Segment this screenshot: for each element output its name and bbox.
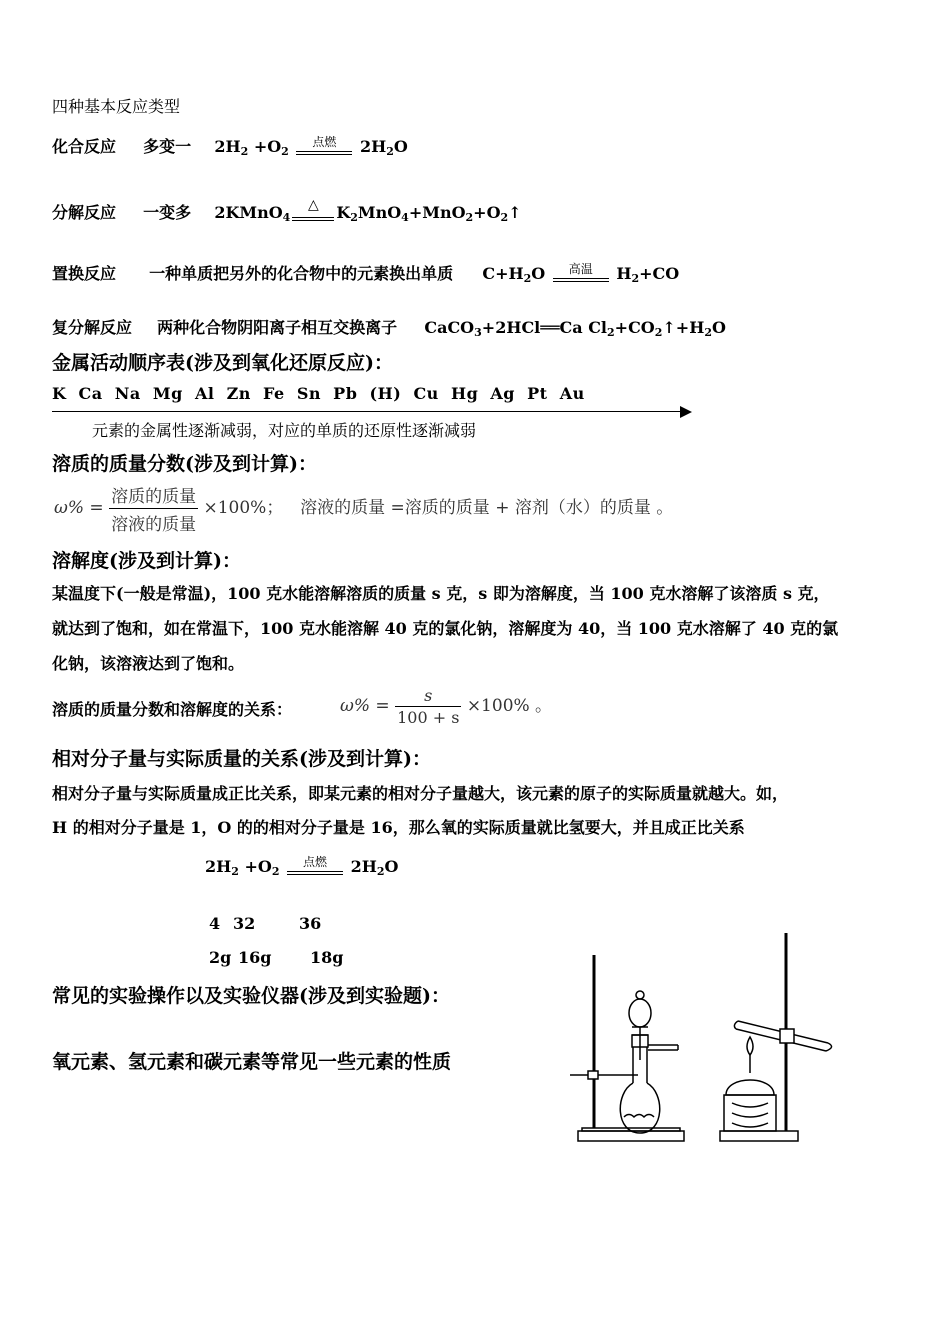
relation-fraction: [395, 686, 461, 727]
combination-condition: 点燃: [296, 139, 352, 157]
decomposition-name: 分解反应: [52, 203, 117, 222]
solubility-heading: 溶解度(涉及到计算)：: [52, 550, 241, 572]
decomposition-row: [52, 196, 522, 224]
solubility-line1: 某温度下(一般是常温)，100 克水能溶解溶质的质量 s 克，s 即为溶解度，当 100 克水溶解了该溶质 s 克，: [52, 584, 830, 603]
double-decomposition-row: [52, 315, 726, 338]
relation-formula: [340, 686, 552, 727]
molecular-line1: 相对分子量与实际质量成正比关系，即某元素的相对分子量越大，该元素的原子的实际质量就越大。如，: [52, 784, 789, 803]
relation-denominator: 100 + s: [397, 708, 460, 727]
displacement-row: [52, 261, 679, 284]
relation-label: 溶质的质量分数和溶解度的关系：: [52, 700, 293, 719]
mass-fraction-fraction: [109, 482, 198, 535]
reactions-heading: 四种基本反应类型: [52, 97, 181, 116]
mass-fraction-lhs: ω% =: [54, 498, 104, 518]
relation-numerator: s: [395, 686, 461, 707]
mass-fraction-heading: 溶质的质量分数(涉及到计算)：: [52, 453, 317, 475]
combination-product: $2H_2O$: [359, 137, 408, 158]
double-decomposition-name: 复分解反应: [52, 318, 133, 337]
double-decomposition-desc: 两种化合物阴阳离子相互交换离子: [157, 318, 398, 337]
ratio-row2-b: 16g: [238, 948, 272, 967]
molecular-heading: 相对分子量与实际质量的关系(涉及到计算)：: [52, 748, 431, 770]
ratio-row1-b: 32: [233, 914, 256, 933]
ratio-row2-a: 2g: [209, 948, 232, 967]
displacement-name: 置换反应: [52, 264, 117, 283]
lab-apparatus-illustration: [560, 925, 850, 1150]
solubility-line2: 就达到了饱和，如在常温下，100 克水能溶解 40 克的氯化钠，溶解度为 40，当 100 克水溶解了 40 克的氯: [52, 619, 839, 638]
molecular-equation: [205, 854, 399, 878]
solubility-line3: 化钠，该溶液达到了饱和。: [52, 654, 245, 673]
activity-arrow-line: [52, 411, 680, 412]
molecular-line2: H 的相对分子量是 1，O 的的相对分子量是 16，那么氧的实际质量就比氢要大，并且成正比关系: [52, 818, 745, 837]
combination-equation: $2H_2 +O_2$: [214, 137, 289, 158]
displacement-condition: 高温: [553, 266, 609, 284]
relation-lhs: ω% =: [340, 696, 390, 716]
mass-fraction-numerator: 溶质的质量: [109, 482, 198, 509]
molecular-product: $2H_2O$: [350, 857, 399, 878]
mass-fraction-denominator: 溶液的质量: [111, 515, 197, 535]
ratio-row1-a: 4: [209, 914, 221, 933]
combination-name: 化合反应: [52, 137, 117, 156]
decomposition-desc: 一变多: [143, 203, 192, 222]
test-tube-heating-apparatus: [720, 933, 832, 1141]
mass-fraction-times: ×100%；: [203, 498, 284, 518]
activity-note: 元素的金属性逐渐减弱，对应的单质的还原性逐渐减弱: [92, 421, 477, 440]
combination-desc: 多变一: [143, 137, 192, 156]
arrow-right-icon: [680, 406, 692, 418]
activity-series: K Ca Na Mg Al Zn Fe Sn Pb (H) Cu Hg Ag Pt Au: [52, 384, 585, 403]
decomposition-condition: △: [292, 205, 334, 223]
molecular-reactants: $2H_2 +O_2$: [205, 857, 280, 878]
mass-fraction-formula: [54, 482, 673, 535]
elements-heading: 氧元素、氢元素和碳元素等常见一些元素的性质: [52, 1051, 452, 1073]
flask-stand-apparatus: [570, 955, 684, 1141]
ratio-row1-c: 36: [299, 914, 322, 933]
double-decomposition-equation: CaCO$_3$+2HCl══Ca $Cl_2+CO_2↑+H_2O$: [424, 318, 726, 339]
relation-tail: ×100% 。: [466, 696, 553, 716]
displacement-equation: $C+H_2O$: [482, 264, 546, 285]
ratio-row2-c: 18g: [310, 948, 344, 967]
displacement-desc: 一种单质把另外的化合物中的元素换出单质: [149, 264, 454, 283]
activity-heading: 金属活动顺序表(涉及到氧化还原反应)：: [52, 352, 393, 374]
experiment-heading: 常见的实验操作以及实验仪器(涉及到实验题)：: [52, 985, 450, 1007]
decomposition-equation: 2KMnO$_4$: [214, 203, 291, 224]
molecular-condition: 点燃: [287, 859, 343, 877]
decomposition-products: $K_2MnO_4+MnO_2+O_2↑$: [336, 203, 522, 224]
combination-row: [52, 134, 408, 157]
mass-fraction-rest: 溶液的质量 =溶质的质量 + 溶剂（水）的质量 。: [300, 498, 674, 518]
displacement-products: $H_2+CO$: [616, 264, 680, 285]
